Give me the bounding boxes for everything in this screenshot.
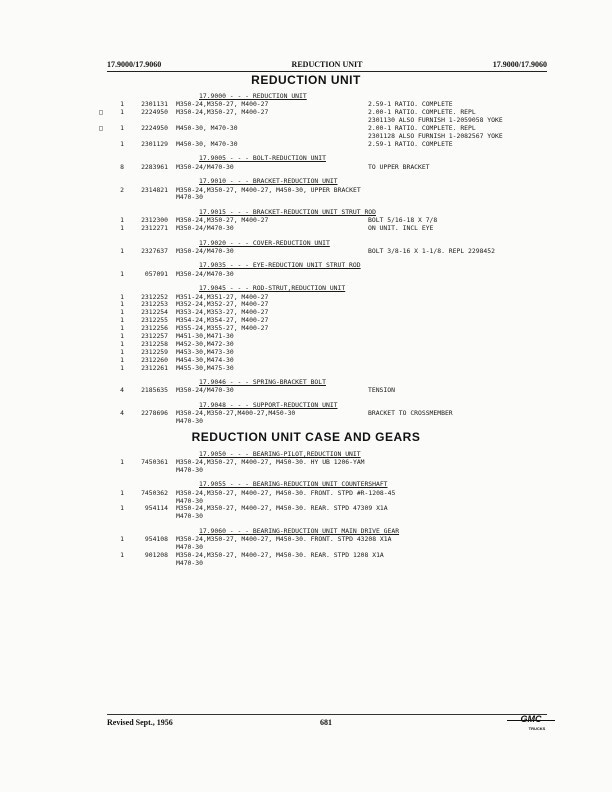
- quantity: 1: [120, 535, 124, 544]
- group-heading-text: 17.9035 - - - EYE-REDUCTION UNIT STRUT ROD: [199, 261, 361, 270]
- part-number: 2312261: [141, 363, 168, 372]
- models-applicable: M350-24,M350-27, M400-27: [176, 100, 269, 109]
- models-applicable: M470-30: [176, 558, 203, 567]
- part-description: 2.59-1 RATIO. COMPLETE: [368, 100, 453, 109]
- models-applicable: M450-30, M470-30: [176, 124, 238, 133]
- models-applicable: M350-24,M350-27, M400-27, M450-30. REAR. STPD 1208 X1A: [176, 550, 384, 559]
- models-applicable: M470-30: [176, 193, 203, 202]
- part-number: 2312257: [141, 332, 168, 340]
- part-number: 2283961: [141, 162, 168, 171]
- quantity: 1: [120, 355, 124, 364]
- models-applicable: M470-30: [176, 512, 203, 521]
- models-applicable: M350-24/M470-30: [176, 162, 234, 171]
- part-number: 2312258: [141, 339, 168, 348]
- models-applicable: M350-24,M350-27, M400-27, M450-30, UPPER BRACKET: [176, 185, 361, 194]
- part-number: 2327637: [141, 246, 168, 255]
- part-description: BOLT 5/16-18 X 7/8: [368, 216, 438, 225]
- quantity: 1: [120, 347, 124, 356]
- parts-row: [0, 140, 612, 149]
- quantity: 1: [120, 216, 124, 225]
- part-description: BOLT 3/8-16 X 1-1/8. REPL 2298452: [368, 246, 495, 255]
- part-number: 2312256: [141, 324, 168, 333]
- part-number: 2312271: [141, 224, 168, 233]
- quantity: 1: [120, 504, 124, 513]
- quantity: 1: [120, 316, 124, 325]
- svg-text:GMC: GMC: [520, 714, 542, 724]
- group-heading-text: 17.9045 - - - ROD-STRUT,REDUCTION UNIT: [199, 284, 346, 293]
- part-number: 2301129: [141, 139, 168, 148]
- section-title-reduction-unit: REDUCTION UNIT: [251, 73, 361, 87]
- quantity: 4: [120, 386, 124, 395]
- parts-row: [0, 224, 612, 233]
- quantity: 1: [120, 363, 124, 372]
- group-heading-text: 17.9048 - - - SUPPORT-REDUCTION UNIT: [199, 400, 338, 409]
- part-number: 7450362: [141, 488, 168, 497]
- models-applicable: M454-30,M474-30: [176, 355, 234, 364]
- page-number: 681: [320, 718, 332, 727]
- models-applicable: M350-24/M470-30: [176, 246, 234, 255]
- header-right-code: 17.9000/17.9060: [492, 60, 547, 69]
- models-applicable: M453-30,M473-30: [176, 347, 234, 356]
- quantity: 1: [120, 339, 124, 348]
- new-part-mark: □: [99, 124, 103, 133]
- parts-row: [0, 364, 612, 373]
- part-number: 2312252: [141, 292, 168, 301]
- quantity: 8: [120, 162, 124, 171]
- part-number: 2312259: [141, 347, 168, 356]
- models-applicable: M353-24,M353-27, M400-27: [176, 308, 269, 317]
- group-heading-text: 17.9015 - - - BRACKET-REDUCTION UNIT STRUT ROD: [199, 207, 376, 216]
- quantity: 2: [120, 185, 124, 194]
- quantity: 1: [120, 292, 124, 301]
- part-number: 2278696: [141, 409, 168, 418]
- part-description: 2.59-1 RATIO. COMPLETE: [368, 139, 453, 148]
- quantity: 1: [120, 457, 124, 466]
- parts-row: [0, 386, 612, 395]
- part-number: 954108: [144, 535, 168, 544]
- group-heading-text: 17.9050 - - - BEARING-PILOT,REDUCTION UNIT: [199, 449, 361, 458]
- gmc-trucks-logo: [507, 714, 555, 732]
- part-number: 2312300: [141, 216, 168, 225]
- parts-row: [0, 270, 612, 279]
- quantity: 1: [120, 139, 124, 148]
- quantity: 1: [120, 488, 124, 497]
- parts-row: [0, 163, 612, 172]
- part-number: 2185635: [141, 386, 168, 395]
- group-heading-text: 17.9046 - - - SPRING-BRACKET BOLT: [199, 378, 326, 386]
- part-description: TENSION: [368, 386, 395, 395]
- part-number: 2224950: [141, 108, 168, 117]
- models-applicable: M355-24,M355-27, M400-27: [176, 324, 269, 333]
- quantity: 1: [120, 300, 124, 309]
- models-applicable: M452-30,M472-30: [176, 339, 234, 348]
- models-applicable: M470-30: [176, 417, 203, 426]
- quantity: 4: [120, 409, 124, 418]
- part-number: 2312260: [141, 355, 168, 364]
- parts-row: [0, 466, 612, 475]
- part-number: 2314821: [141, 185, 168, 194]
- group-heading-text: 17.9060 - - - BEARING-REDUCTION UNIT MAIN DRIVE GEAR: [199, 526, 400, 535]
- quantity: 1: [120, 324, 124, 333]
- group-heading-text: 17.9020 - - - COVER-REDUCTION UNIT: [199, 238, 330, 247]
- models-applicable: M350-24,M350-27, M400-27: [176, 216, 269, 225]
- models-applicable: M350-24/M470-30: [176, 269, 234, 278]
- quantity: 1: [120, 108, 124, 117]
- part-number: 901208: [144, 550, 168, 559]
- group-heading-text: 17.9005 - - - BOLT-REDUCTION UNIT: [199, 154, 326, 163]
- parts-row: [0, 559, 612, 568]
- models-applicable: M352-24,M352-27, M400-27: [176, 300, 269, 309]
- part-description: 2301130 ALSO FURNISH 1-2059058 YOKE: [368, 116, 503, 125]
- models-applicable: M451-30,M471-30: [176, 332, 234, 340]
- models-applicable: M350-24,M350-27, M400-27: [176, 108, 269, 117]
- part-description: 2301128 ALSO FURNISH 1-2082567 YOKE: [368, 132, 503, 140]
- models-applicable: M354-24,M354-27, M400-27: [176, 316, 269, 325]
- models-applicable: M350-24,M350-27, M400-27, M450-30. FRONT. STPD 43208 X1A: [176, 535, 392, 544]
- part-description: BRACKET TO CROSSMEMBER: [368, 409, 453, 418]
- models-applicable: M350-24,M350-27, M400-27, M450-30. REAR. STPD 47309 X1A: [176, 504, 388, 513]
- part-description: 2.00-1 RATIO. COMPLETE. REPL: [368, 124, 476, 133]
- group-heading-text: 17.9000 - - - REDUCTION UNIT: [199, 92, 307, 100]
- models-applicable: M470-30: [176, 496, 203, 505]
- part-number: 2312255: [141, 316, 168, 325]
- header-title: REDUCTION UNIT: [291, 60, 363, 69]
- part-number: 2312254: [141, 308, 168, 317]
- part-description: ON UNIT. INCL EYE: [368, 224, 434, 233]
- models-applicable: M351-24,M351-27, M400-27: [176, 292, 269, 301]
- quantity: 1: [120, 269, 124, 278]
- quantity: 1: [120, 246, 124, 255]
- group-heading-text: 17.9055 - - - BEARING-REDUCTION UNIT COUNTERSHAFT: [199, 480, 388, 489]
- new-part-mark: □: [99, 108, 103, 117]
- footer-rule: [107, 714, 547, 715]
- part-description: 2.00-1 RATIO. COMPLETE. REPL: [368, 108, 476, 117]
- quantity: 1: [120, 332, 124, 340]
- models-applicable: M350-24,M350-27, M400-27, M450-30. HY UB 1206-YAM: [176, 457, 365, 466]
- quantity: 1: [120, 224, 124, 233]
- quantity: 1: [120, 308, 124, 317]
- part-number: 954114: [144, 504, 168, 513]
- models-applicable: M350-24/M470-30: [176, 386, 234, 395]
- models-applicable: M350-24,M350-27,M400-27,M450-30: [176, 409, 296, 418]
- quantity: 1: [120, 124, 124, 133]
- svg-text:TRUCKS: TRUCKS: [528, 726, 546, 731]
- quantity: 1: [120, 100, 124, 109]
- part-number: 2312253: [141, 300, 168, 309]
- parts-row: [0, 417, 612, 426]
- part-description: TO UPPER BRACKET: [368, 162, 430, 171]
- quantity: 1: [120, 550, 124, 559]
- models-applicable: M350-24,M350-27, M400-27, M450-30. FRONT. STPD #R-1208-45: [176, 488, 396, 497]
- parts-row: [0, 512, 612, 521]
- header-rule: [107, 71, 547, 72]
- models-applicable: M450-30, M470-30: [176, 139, 238, 148]
- parts-row: [0, 193, 612, 202]
- models-applicable: M350-24/M470-30: [176, 224, 234, 233]
- part-number: 7450361: [141, 457, 168, 466]
- models-applicable: M470-30: [176, 465, 203, 474]
- header-left-code: 17.9000/17.9060: [107, 60, 162, 69]
- part-number: 2301131: [141, 100, 168, 109]
- page-footer: [107, 714, 557, 738]
- group-heading-text: 17.9010 - - - BRACKET-REDUCTION UNIT: [199, 177, 338, 186]
- parts-row: [0, 247, 612, 256]
- part-number: 057091: [144, 269, 168, 278]
- section-title-case-and-gears: REDUCTION UNIT CASE AND GEARS: [191, 429, 421, 444]
- models-applicable: M455-30,M475-30: [176, 363, 234, 372]
- models-applicable: M470-30: [176, 543, 203, 551]
- part-number: 2224950: [141, 124, 168, 133]
- revision-date: Revised Sept., 1956: [107, 718, 173, 727]
